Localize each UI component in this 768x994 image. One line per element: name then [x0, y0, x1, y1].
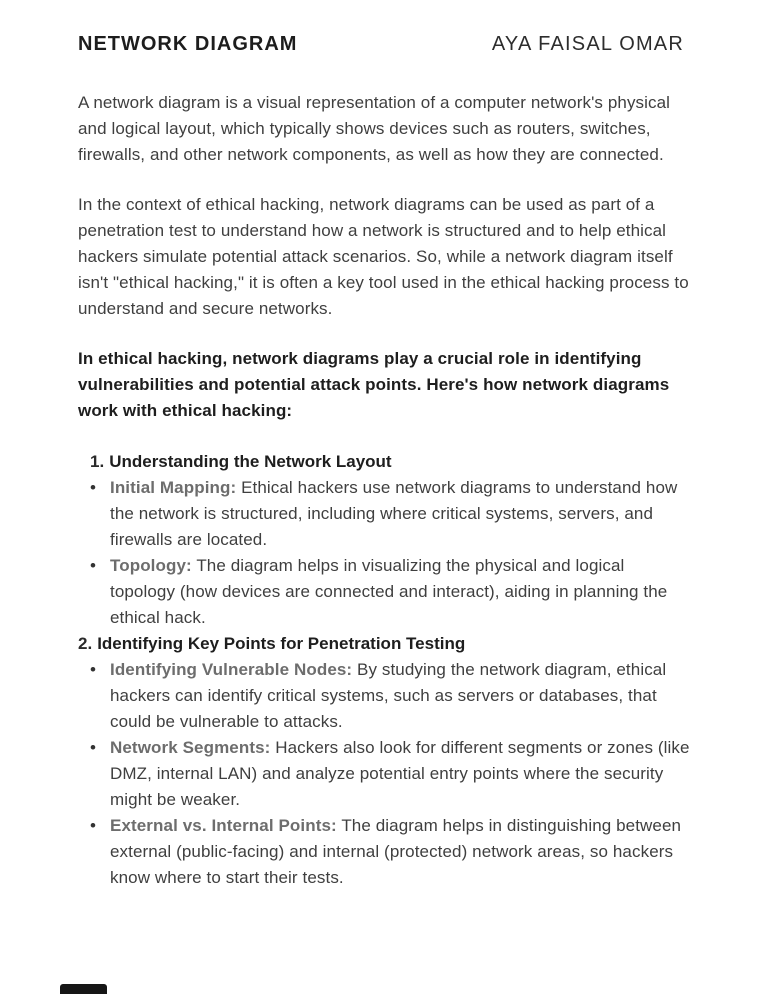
context-paragraph: In the context of ethical hacking, network diagrams can be used as part of a penetration test to understand how a network is structured and to help ethical hackers simulate potential attack scenarios. So, while a network diagram itself isn't "ethical hacking," it is often a key tool used in the ethical hacking process to understand and secure networks.: [78, 195, 689, 318]
bullet-term: Identifying Vulnerable Nodes:: [110, 660, 353, 679]
bullet-icon: •: [90, 660, 97, 679]
section-number: 1.: [90, 452, 105, 471]
section-heading: [78, 631, 692, 657]
bullet-item: [78, 813, 692, 891]
bullet-item: [78, 657, 692, 735]
bullet-icon: •: [90, 556, 97, 575]
section-heading: [90, 449, 692, 475]
bullet-item: [78, 475, 692, 553]
intro-paragraph: A network diagram is a visual representation of a computer network's physical and logical layout, which typically shows devices such as routers, switches, firewalls, and other network components, as well as how they are connected.: [78, 93, 671, 164]
content-list: [78, 449, 692, 891]
section-heading-text: Understanding the Network Layout: [109, 452, 392, 471]
section-number: 2.: [78, 634, 93, 653]
bullet-term: Network Segments:: [110, 738, 271, 757]
bullet-term: Initial Mapping:: [110, 478, 237, 497]
lead-paragraph: In ethical hacking, network diagrams play a crucial role in identifying vulnerabilities and potential attack points. Here's how network diagrams work with ethical hacking:: [78, 349, 670, 420]
page-content: [78, 0, 692, 891]
bullet-item: [78, 553, 692, 631]
bullet-text: The diagram helps in distinguishing between external (public-facing) and internal (protected) network areas, so hackers know where to start their tests.: [110, 816, 682, 887]
bullet-text: Ethical hackers use network diagrams to understand how the network is structured, including where critical systems, servers, and firewalls are located.: [110, 478, 678, 549]
page-title: NETWORK DIAGRAM: [78, 33, 298, 55]
section-heading-text: Identifying Key Points for Penetration Testing: [97, 634, 466, 653]
document-header: [78, 32, 692, 56]
bullet-term: Topology:: [110, 556, 192, 575]
next-page-edge: [60, 984, 107, 994]
bullet-text: The diagram helps in visualizing the physical and logical topology (how devices are connected and interact), aiding in planning the ethical hack.: [110, 556, 668, 627]
bullet-icon: •: [90, 738, 97, 757]
bullet-icon: •: [90, 478, 97, 497]
bullet-item: [78, 735, 692, 813]
bullet-text: By studying the network diagram, ethical hackers can identify critical systems, such as servers or databases, that could be vulnerable to attacks.: [110, 660, 667, 731]
author-name: AYA FAISAL OMAR: [491, 33, 684, 55]
bullet-icon: •: [90, 816, 97, 835]
bullet-text: Hackers also look for different segments or zones (like DMZ, internal LAN) and analyze potential entry points where the security might be weaker.: [110, 738, 690, 809]
bullet-term: External vs. Internal Points:: [110, 816, 337, 835]
